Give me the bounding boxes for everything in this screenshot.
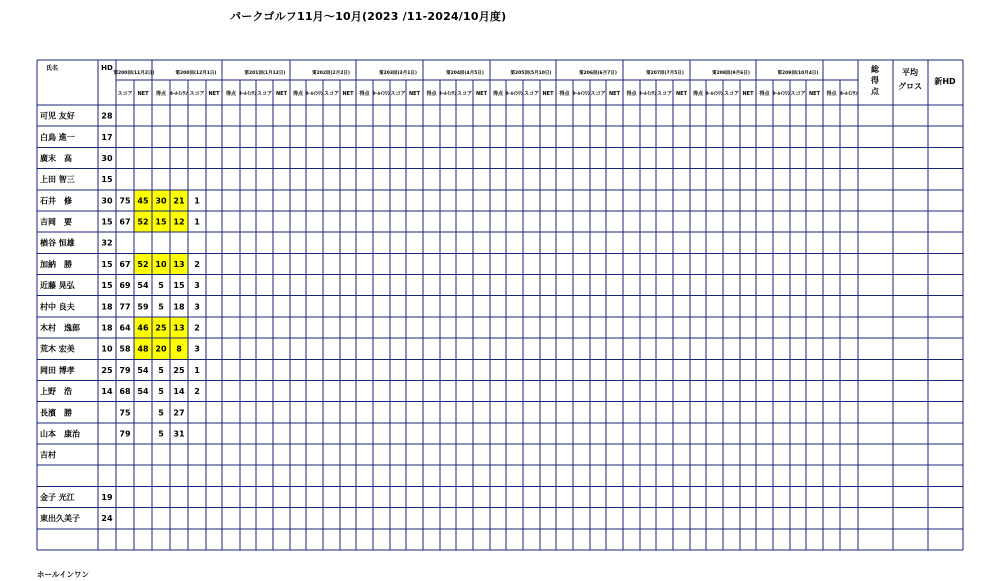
player-name: 岡田 博孝 bbox=[40, 365, 75, 375]
round-label: 第209回(10月4日) bbox=[777, 71, 819, 76]
round1-value: 21 bbox=[173, 196, 185, 206]
player-name: 東出久美子 bbox=[40, 514, 80, 524]
round-label: 第203回(3月1日) bbox=[379, 71, 417, 76]
player-name: 長濱 勝 bbox=[40, 408, 72, 418]
sub-column-label: ﾎｰﾙｲﾝﾜﾝ bbox=[305, 91, 324, 97]
sub-column-label: NET bbox=[742, 91, 754, 97]
sub-column-label: ﾎｰﾙｲﾝﾜﾝ bbox=[772, 91, 791, 97]
sub-column-label: 得点 bbox=[759, 91, 770, 97]
player-name: 可児 友好 bbox=[40, 111, 75, 121]
total-points-header: 総 bbox=[871, 65, 879, 74]
round1-value: 13 bbox=[173, 323, 185, 333]
sub-column-label: ﾎｰﾙｲﾝﾜﾝ bbox=[239, 91, 257, 97]
round1-value: 52 bbox=[137, 259, 149, 269]
avg-gross-header: グロス bbox=[898, 82, 922, 91]
new-hd-header: 新HD bbox=[934, 77, 956, 86]
sub-column-label: スコア bbox=[189, 91, 205, 97]
sub-column-label: スコア bbox=[117, 91, 133, 97]
round1-value: 3 bbox=[194, 344, 200, 354]
round1-value: 52 bbox=[137, 217, 149, 227]
round1-value: 48 bbox=[137, 344, 149, 354]
round1-value: 3 bbox=[194, 302, 200, 312]
round1-value: 20 bbox=[155, 344, 167, 354]
player-name: 荒木 宏美 bbox=[40, 344, 75, 354]
round-label: 第206回(6月7日) bbox=[579, 71, 617, 76]
round1-value: 2 bbox=[194, 259, 200, 269]
round1-value: 30 bbox=[155, 196, 167, 206]
round1-value: 54 bbox=[137, 387, 149, 397]
sheet-title: パークゴルフ11月～10月(2023 /11-2024/10月度) bbox=[230, 10, 507, 23]
round1-value: 58 bbox=[119, 344, 131, 354]
round1-value: 25 bbox=[155, 323, 167, 333]
sub-column-label: NET bbox=[137, 91, 149, 97]
player-name: 廣末 高 bbox=[40, 153, 72, 163]
player-hd: 15 bbox=[101, 175, 113, 185]
player-name: 加納 勝 bbox=[40, 259, 72, 269]
sub-column-label: NET bbox=[675, 91, 688, 97]
round1-value: 69 bbox=[119, 281, 131, 291]
player-name: 上野 浩 bbox=[40, 387, 72, 397]
sub-column-label: スコア bbox=[523, 91, 540, 97]
sub-column-label: 得点 bbox=[492, 91, 504, 97]
player-hd: 14 bbox=[101, 387, 113, 397]
player-name: 木村 逸郎 bbox=[40, 323, 80, 333]
sub-column-label: ﾎｰﾙｲﾝﾜﾝ bbox=[170, 91, 188, 97]
sub-column-label: NET bbox=[408, 91, 421, 97]
sub-column-label: スコア bbox=[390, 91, 406, 97]
sub-column-label: ﾎｰﾙｲﾝﾜﾝ bbox=[572, 91, 591, 97]
player-name: 近藤 晃弘 bbox=[40, 281, 75, 291]
round1-value: 1 bbox=[194, 217, 200, 227]
player-hd: 32 bbox=[101, 238, 113, 248]
player-hd: 30 bbox=[101, 153, 113, 163]
sub-column-label: 得点 bbox=[426, 91, 437, 97]
round1-value: 3 bbox=[194, 281, 200, 291]
round1-value: 45 bbox=[137, 196, 149, 206]
player-name: 白鳥 進一 bbox=[40, 132, 75, 142]
player-name: 山本 康治 bbox=[40, 429, 80, 439]
round1-value: 79 bbox=[119, 365, 131, 375]
round1-value: 54 bbox=[137, 281, 149, 291]
player-name: 村中 良夫 bbox=[40, 302, 75, 312]
round1-value: 31 bbox=[173, 429, 185, 439]
player-name: 吉村 bbox=[40, 450, 56, 460]
round1-value: 67 bbox=[119, 259, 131, 269]
player-hd: 10 bbox=[101, 344, 113, 354]
round1-value: 46 bbox=[137, 323, 149, 333]
sub-column-label: 得点 bbox=[692, 91, 704, 97]
round1-value: 5 bbox=[158, 302, 164, 312]
round1-value: 5 bbox=[158, 281, 164, 291]
sub-column-label: NET bbox=[808, 91, 821, 97]
sub-column-label: 得点 bbox=[826, 91, 837, 97]
sub-column-label: 得点 bbox=[292, 91, 304, 97]
player-hd: 24 bbox=[101, 514, 113, 524]
player-name: 金子 光江 bbox=[40, 493, 75, 503]
round1-value: 27 bbox=[173, 408, 185, 418]
player-hd: 18 bbox=[101, 323, 113, 333]
sub-column-label: ﾎｰﾙｲﾝﾜﾝ bbox=[505, 91, 524, 97]
sub-column-label: ﾎｰﾙｲﾝﾜﾝ bbox=[372, 91, 391, 97]
sub-column-label: 得点 bbox=[626, 91, 637, 97]
round-label: 第204回(4月5日) bbox=[446, 71, 484, 76]
player-hd: 30 bbox=[101, 196, 113, 206]
player-name: 上田 智三 bbox=[40, 175, 75, 185]
round1-value: 2 bbox=[194, 387, 200, 397]
player-hd: 17 bbox=[101, 132, 113, 142]
round1-value: 1 bbox=[194, 365, 200, 375]
sub-column-label: NET bbox=[342, 91, 354, 97]
player-name: 楢谷 恒雄 bbox=[40, 238, 75, 248]
round1-value: 12 bbox=[173, 217, 185, 227]
round1-value: 5 bbox=[158, 408, 164, 418]
round1-value: 14 bbox=[173, 387, 185, 397]
sub-column-label: NET bbox=[208, 91, 220, 97]
player-hd: 15 bbox=[101, 281, 113, 291]
player-hd: 15 bbox=[101, 217, 113, 227]
name-header: 氏名 bbox=[45, 65, 59, 72]
round-label: 第205回(5月10日) bbox=[510, 71, 552, 76]
round1-value: 25 bbox=[173, 365, 185, 375]
round1-value: 75 bbox=[119, 196, 131, 206]
sub-column-label: スコア bbox=[656, 91, 673, 97]
round1-value: 54 bbox=[137, 365, 149, 375]
round1-value: 2 bbox=[194, 323, 200, 333]
sub-column-label: スコア bbox=[323, 91, 340, 97]
round1-value: 79 bbox=[119, 429, 131, 439]
sub-column-label: スコア bbox=[590, 91, 606, 97]
player-hd: 28 bbox=[101, 111, 113, 121]
sub-column-label: NET bbox=[608, 91, 621, 97]
round1-value: 77 bbox=[119, 302, 131, 312]
sub-column-label: NET bbox=[475, 91, 488, 97]
sub-column-label: ﾎｰﾙｲﾝﾜﾝ bbox=[439, 91, 457, 97]
round-label: 第200回(12月1日) bbox=[175, 71, 217, 76]
round-label: 第207回(7月5日) bbox=[646, 71, 684, 76]
sub-column-label: 得点 bbox=[225, 91, 237, 97]
round1-value: 5 bbox=[158, 365, 164, 375]
round1-value: 10 bbox=[155, 259, 167, 269]
round1-value: 59 bbox=[137, 302, 149, 312]
player-hd: 18 bbox=[101, 302, 113, 312]
total-points-header: 点 bbox=[871, 87, 879, 96]
round1-value: 75 bbox=[119, 408, 131, 418]
round1-value: 64 bbox=[119, 323, 131, 333]
total-points-header: 得 bbox=[871, 76, 879, 85]
player-hd: 15 bbox=[101, 259, 113, 269]
round-label: 第201回(1月12日) bbox=[244, 71, 286, 76]
sub-column-label: スコア bbox=[456, 91, 473, 97]
sub-column-label: 得点 bbox=[359, 91, 370, 97]
sub-column-label: スコア bbox=[723, 91, 740, 97]
round1-value: 5 bbox=[158, 429, 164, 439]
round1-value: 68 bbox=[119, 387, 131, 397]
round-label: 第208回(9月6日) bbox=[712, 71, 750, 76]
player-hd: 19 bbox=[101, 493, 113, 503]
player-hd: 25 bbox=[101, 365, 113, 375]
round1-value: 8 bbox=[176, 344, 182, 354]
round1-value: 67 bbox=[119, 217, 131, 227]
sub-column-label: スコア bbox=[790, 91, 806, 97]
round1-value: 5 bbox=[158, 387, 164, 397]
round1-value: 1 bbox=[194, 196, 200, 206]
round1-value: 18 bbox=[173, 302, 185, 312]
player-name: 吉岡 要 bbox=[40, 217, 72, 227]
sub-column-label: NET bbox=[275, 91, 288, 97]
hd-header: HD bbox=[101, 64, 113, 72]
round-label: 第202回(2月2日) bbox=[312, 71, 350, 76]
player-name: 石井 修 bbox=[40, 196, 72, 206]
sub-column-label: ﾎｰﾙｲﾝﾜﾝ bbox=[840, 91, 858, 97]
round1-value: 15 bbox=[173, 281, 185, 291]
round-label: 第200回(11月2日) bbox=[113, 71, 155, 76]
sub-column-label: スコア bbox=[256, 91, 273, 97]
sub-column-label: ﾎｰﾙｲﾝﾜﾝ bbox=[639, 91, 657, 97]
round1-value: 13 bbox=[173, 259, 185, 269]
round1-value: 15 bbox=[155, 217, 167, 227]
sub-column-label: NET bbox=[542, 91, 554, 97]
avg-gross-header: 平均 bbox=[902, 68, 918, 77]
sub-column-label: 得点 bbox=[559, 91, 570, 97]
sub-column-label: ﾎｰﾙｲﾝﾜﾝ bbox=[705, 91, 724, 97]
hole-in-one-note: ホールインワン bbox=[37, 570, 89, 579]
sub-column-label: 得点 bbox=[155, 91, 167, 97]
